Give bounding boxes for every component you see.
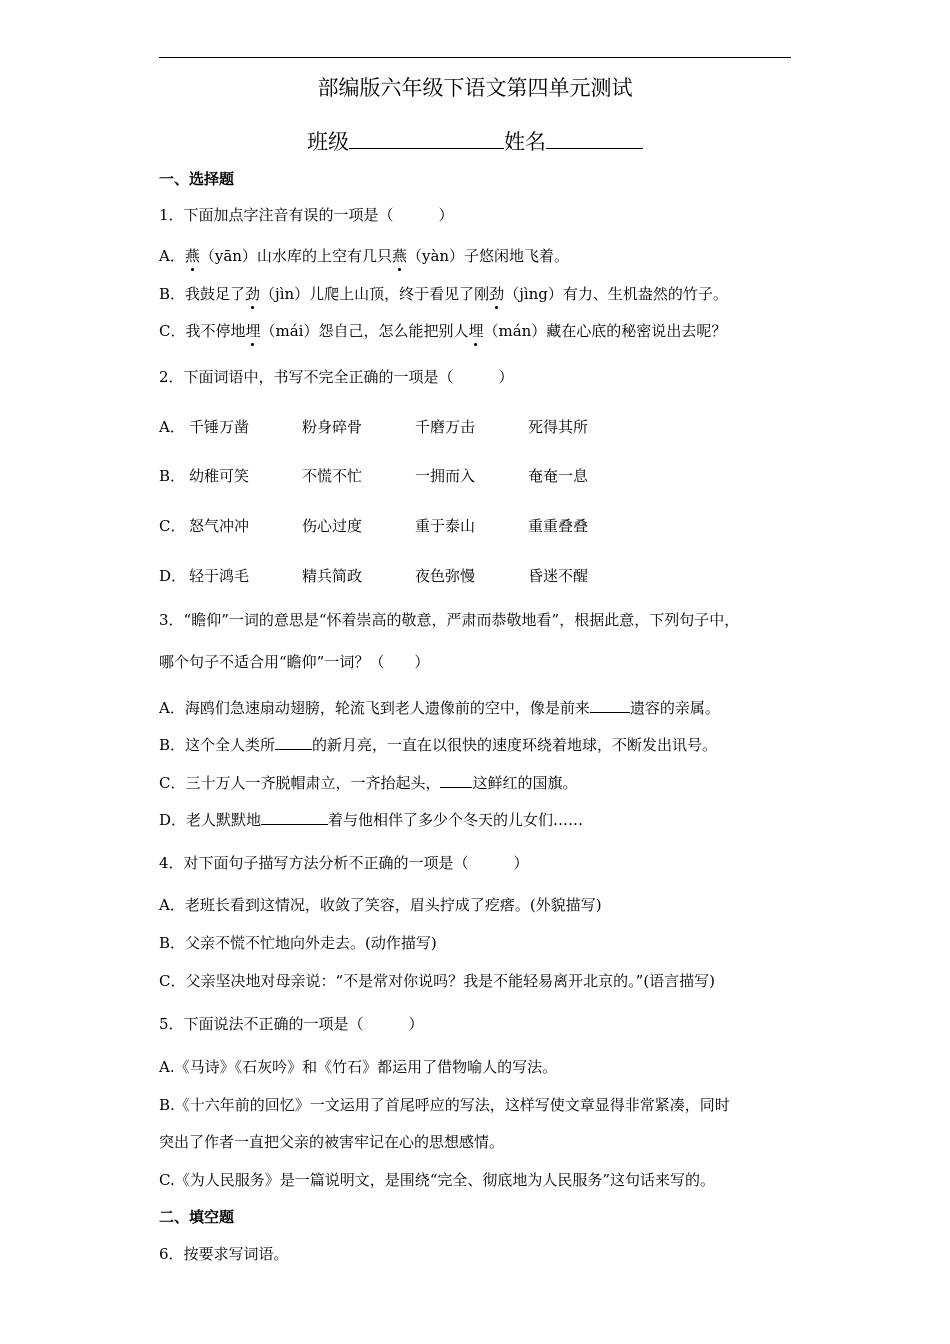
q5-option-b-line1: B.《十六年前的回忆》一文运用了首尾呼应的写法，这样写使文章显得非常紧凑，同时 [159,1096,730,1114]
q2-word: 重于泰山 [415,517,476,535]
q2-word: 昏迷不醒 [528,567,589,585]
q1-a-text: （yàn）子悠闲地飞着。 [406,247,570,265]
q1-b-dotted-char: 劲 [245,285,261,303]
q2-option-a [159,417,641,437]
q2-word: 奄奄一息 [528,467,589,485]
q3-d-text: 着与他相伴了多少个冬天的儿女们…… [328,811,584,829]
q3-option-d [159,809,583,830]
q1-a-dotted-char: 燕 [184,247,200,265]
q3-option-a [159,697,720,718]
q2-word: 精兵简政 [302,567,363,585]
q2-option-c [159,516,641,536]
q4-option-c: C．父亲坚决地对母亲说：“不是常对你说吗？我是不能轻易离开北京的。”(语言描写) [159,972,716,990]
q5-option-a: A.《马诗》《石灰吟》和《竹石》都运用了借物喻人的写法。 [159,1058,558,1076]
q3-option-b [159,734,717,755]
q1-b-text: （jìn）儿爬上山顶，终于看见了刚 [260,285,490,303]
q1-a-dotted-char: 燕 [391,247,407,265]
q1-c-text: （mán）藏在心底的秘密说出去呢？ [483,322,727,340]
q4-option-b: B．父亲不慌不忙地向外走去。(动作描写) [159,934,437,952]
class-blank[interactable] [349,126,504,149]
q5-option-c: C.《为人民服务》是一篇说明文，是围绕“完全、彻底地为人民服务”这句话来写的。 [159,1171,716,1189]
q2-word: 轻于鸿毛 [189,567,250,585]
q2-a-label: A． [159,418,185,436]
q2-word: 死得其所 [528,418,589,436]
q3-b-text: B．这个全人类所 [159,736,276,754]
q1-b-dotted-char: 劲 [489,285,505,303]
q2-word: 千锤万凿 [189,418,250,436]
name-blank[interactable] [546,126,643,149]
q1-c-text: C．我不停地 [159,322,246,340]
q4-stem: 4．对下面句子描写方法分析不正确的一项是（ ） [159,854,529,872]
q3-stem-line2: 哪个句子不适合用“瞻仰”一词？（ ） [159,653,430,671]
q2-option-b [159,466,641,486]
q3-d-fill-blank[interactable] [261,809,328,825]
q3-a-text: A．海鸥们急速扇动翅膀，轮流飞到老人遗像前的空中，像是前来 [159,699,590,717]
q3-b-text: 的新月亮，一直在以很快的速度环绕着地球，不断发出讯号。 [312,736,718,754]
q2-word: 不慌不忙 [302,467,363,485]
q2-b-label: B． [159,467,186,485]
q2-stem: 2．下面词语中，书写不完全正确的一项是（ ） [159,368,514,386]
q1-c-dotted-char: 埋 [468,322,484,340]
q3-c-fill-blank[interactable] [440,772,472,788]
q2-option-d [159,566,641,586]
q2-word: 粉身碎骨 [302,418,363,436]
q2-word: 夜色弥慢 [415,567,476,585]
q3-option-c [159,772,578,793]
header-rule [159,57,791,58]
q1-option-c [159,321,726,341]
class-label: 班级 [307,130,349,154]
q3-stem-line1: 3．“瞻仰”一词的意思是“怀着崇高的敬意，严肃而恭敬地看”，根据此意，下列句子中， [159,611,740,629]
q2-word: 重重叠叠 [528,517,589,535]
q3-a-text: 遗容的亲属。 [629,699,720,717]
q1-option-b [159,284,728,304]
q3-c-text: C．三十万人一齐脱帽肃立，一齐抬起头， [159,774,441,792]
q3-c-text: 这鲜红的国旗。 [472,774,578,792]
section-heading-fill: 二、填空题 [159,1208,235,1226]
q1-stem: 1．下面加点字注音有误的一项是（ ） [159,206,454,224]
name-label: 姓名 [504,130,546,154]
q3-b-fill-blank[interactable] [275,734,312,750]
q1-c-text: （mái）怨自己，怎么能把别人 [260,322,469,340]
q6-stem: 6．按要求写词语。 [159,1245,289,1263]
q1-option-a [159,246,569,266]
q4-option-a: A．老班长看到这情况，收敛了笑容，眉头拧成了疙瘩。(外貌描写) [159,896,602,914]
page-title: 部编版六年级下语文第四单元测试 [317,76,633,100]
q1-b-text: （jìng）有力、生机盎然的竹子。 [504,285,728,303]
q1-b-text: B．我鼓足了 [159,285,246,303]
q2-d-label: D． [159,567,187,585]
q1-a-text: （yān）山水库的上空有几只 [199,247,392,265]
q2-word: 怒气冲冲 [189,517,250,535]
q5-stem: 5．下面说法不正确的一项是（ ） [159,1015,424,1033]
q3-d-text: D．老人默默地 [159,811,262,829]
q3-a-fill-blank[interactable] [590,697,630,713]
section-heading-choice: 一、选择题 [159,170,235,188]
q2-word: 幼稚可笑 [189,467,250,485]
q2-word: 一拥而入 [415,467,476,485]
q2-word: 伤心过度 [302,517,363,535]
q5-option-b-line2: 突出了作者一直把父亲的被害牢记在心的思想感情。 [159,1133,505,1151]
q1-c-dotted-char: 埋 [245,322,261,340]
q1-a-text: A． [159,247,185,265]
q2-word: 千磨万击 [415,418,476,436]
student-info-line [0,126,950,157]
q2-c-label: C． [159,517,186,535]
